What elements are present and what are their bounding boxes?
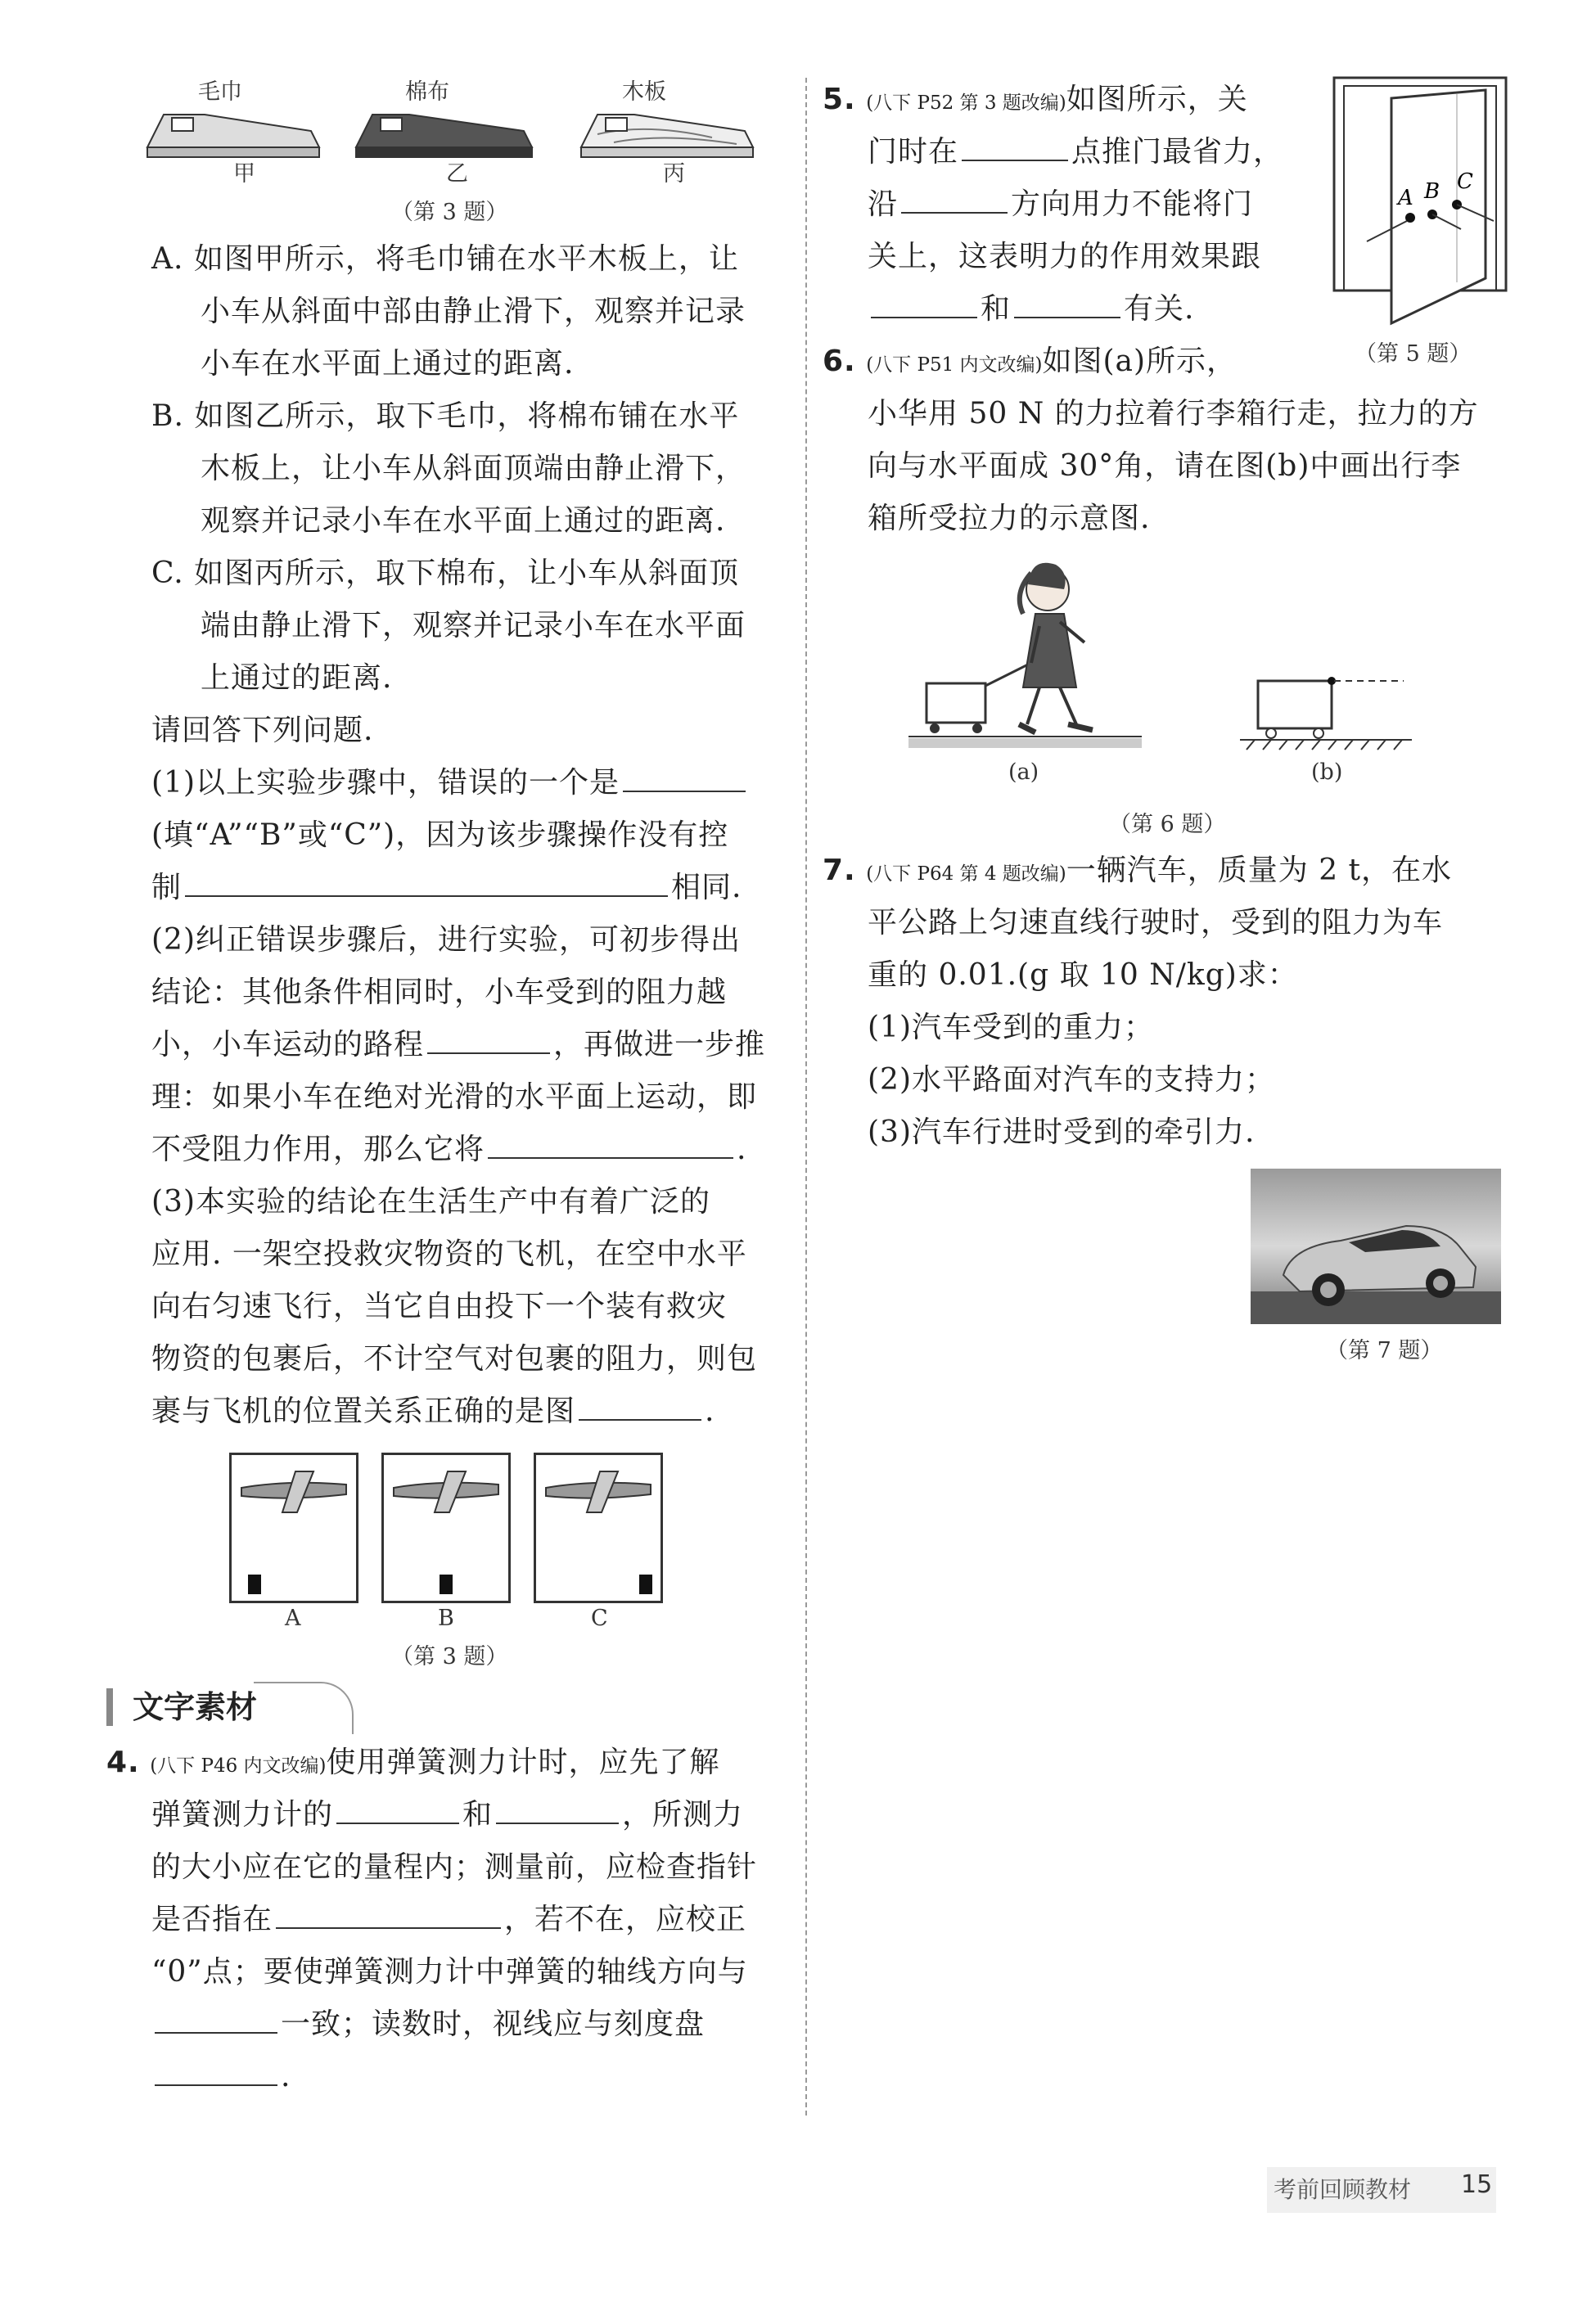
answer-blank[interactable] xyxy=(276,1895,501,1929)
q4-number: 4. xyxy=(106,1746,140,1779)
q3-a-line2: 小车从斜面中部由静止滑下，观察并记录 xyxy=(201,295,746,328)
answer-blank[interactable] xyxy=(336,1790,459,1824)
car-photo xyxy=(1251,1169,1501,1324)
door-label-a: A xyxy=(1398,186,1413,210)
q4-text-b2: 和 xyxy=(462,1798,494,1832)
door-label-b: B xyxy=(1424,179,1440,204)
answer-blank[interactable] xyxy=(185,863,668,897)
q7-part1: (1)汽车受到的重力； xyxy=(868,1011,1154,1044)
q3-part2-text-c2: ，再做进一步推 xyxy=(553,1028,766,1061)
q6-line1 xyxy=(823,336,1237,391)
section-arc xyxy=(254,1682,354,1734)
q3-c-line1: C. 如图丙所示，取下棉布，让小车从斜面顶 xyxy=(151,556,740,590)
answer-blank[interactable] xyxy=(488,1124,733,1159)
fig6-sub-b: (b) xyxy=(1311,759,1343,785)
q3-part3-line4: 物资的包裹后，不计空气对包裹的阻力，则包 xyxy=(151,1342,758,1376)
q5-text-c1: 沿 xyxy=(868,187,899,221)
label-towel: 毛巾 xyxy=(198,79,242,105)
q4-line5: “0”点；要使弹簧测力计中弹簧的轴线方向与 xyxy=(151,1955,748,1989)
plane-option-b xyxy=(381,1453,511,1603)
label-yi: 乙 xyxy=(446,161,468,187)
option-label-b: B xyxy=(438,1606,454,1631)
q6-number: 6. xyxy=(823,345,856,378)
answer-blank[interactable] xyxy=(579,1386,701,1421)
answer-blank[interactable] xyxy=(155,1999,277,2034)
answer-blank[interactable] xyxy=(962,127,1068,161)
plane-option-c xyxy=(534,1453,663,1603)
plane-icon xyxy=(536,1455,660,1601)
q3-prompt: 请回答下列问题. xyxy=(151,714,374,747)
label-jia: 甲 xyxy=(233,161,255,187)
answer-blank[interactable] xyxy=(1014,284,1120,318)
q5-line2 xyxy=(868,126,1283,178)
q3-a-line1: A. 如图甲所示，将毛巾铺在水平木板上，让 xyxy=(151,242,739,276)
q4-line2 xyxy=(151,1789,743,1841)
door-label-c: C xyxy=(1457,169,1473,194)
q4-source: (八下 P46 内文改编) xyxy=(150,1755,327,1777)
q7-line3: 重的 0.01.(g 取 10 N/kg)求： xyxy=(868,958,1298,992)
q4-text-g2: . xyxy=(281,2060,291,2093)
q3-a-line3: 小车在水平面上通过的距离. xyxy=(201,347,575,381)
plane-icon xyxy=(232,1455,356,1601)
ramps-drawing xyxy=(139,98,794,164)
q3-b-line1: B. 如图乙所示，取下毛巾，将棉布铺在水平 xyxy=(151,399,740,433)
fig3-top-caption: （第 3 题） xyxy=(391,200,508,225)
answer-blank[interactable] xyxy=(871,284,977,318)
q4-line3: 的大小应在它的量程内；测量前，应检查指针 xyxy=(151,1850,758,1884)
q3-b-line2: 木板上，让小车从斜面顶端由静止滑下， xyxy=(201,452,746,485)
fig6b-box-ground xyxy=(1240,671,1420,753)
q7-text-a1: 一辆汽车，质量为 2 t，在水 xyxy=(1066,854,1453,887)
q4-line4 xyxy=(151,1894,746,1946)
q3-part2-line5 xyxy=(151,1124,746,1176)
q3-part3-line5 xyxy=(151,1386,715,1438)
q4-line1 xyxy=(106,1737,720,1792)
q3-part3-line1: (3)本实验的结论在生活生产中有着广泛的 xyxy=(151,1185,710,1219)
option-label-a: A xyxy=(285,1606,301,1631)
q3-part1-line2: (填“A”“B”或“C”)，因为该步骤操作没有控 xyxy=(151,818,729,852)
section-bar xyxy=(106,1688,113,1726)
q3-part3-text-e1: 裹与飞机的位置关系正确的是图 xyxy=(151,1395,576,1428)
q3-part3-line2: 应用. 一架空投救灾物资的飞机，在空中水平 xyxy=(151,1237,747,1271)
q4-text-a1: 使用弹簧测力计时，应先了解 xyxy=(326,1746,720,1779)
q7-part2: (2)水平路面对汽车的支持力； xyxy=(868,1063,1275,1097)
option-label-c: C xyxy=(591,1606,608,1631)
answer-blank[interactable] xyxy=(496,1790,619,1824)
q3-part2-text-c1: 小，小车运动的路程 xyxy=(151,1028,425,1061)
q3-part1-text-c2: 相同. xyxy=(671,871,742,904)
q5-text-b2: 点推门最省力， xyxy=(1071,135,1284,169)
plane-icon xyxy=(384,1455,508,1601)
q4-text-d1: 是否指在 xyxy=(151,1903,273,1936)
q5-text-b1: 门时在 xyxy=(868,135,959,169)
q3-part1-line3 xyxy=(151,862,742,914)
q7-part3: (3)汽车行进时受到的牵引力. xyxy=(868,1115,1256,1149)
q5-line4: 关上，这表明力的作用效果跟 xyxy=(868,240,1262,273)
door-figure xyxy=(1326,74,1514,336)
q3-part2-text-e1: 不受阻力作用，那么它将 xyxy=(151,1133,485,1166)
q3-part1-line1 xyxy=(151,757,749,809)
fig3-bottom-caption: （第 3 题） xyxy=(391,1644,508,1669)
q3-part2-line4: 理：如果小车在绝对光滑的水平面上运动，即 xyxy=(151,1080,758,1114)
answer-blank[interactable] xyxy=(155,2052,277,2086)
q6-line4: 箱所受拉力的示意图. xyxy=(868,502,1151,535)
q6-source: (八下 P51 内文改编) xyxy=(866,354,1043,376)
q5-text-e2: 和 xyxy=(981,292,1012,326)
label-board: 木板 xyxy=(622,79,666,105)
q4-text-d2: ，若不在，应校正 xyxy=(504,1903,747,1936)
plane-option-a xyxy=(229,1453,358,1603)
q5-line1 xyxy=(823,74,1248,129)
section-header xyxy=(106,1682,303,1733)
fig6-caption: （第 6 题） xyxy=(1109,812,1226,837)
q6-text-a1: 如图(a)所示， xyxy=(1042,345,1238,378)
answer-blank[interactable] xyxy=(901,179,1008,214)
q3-part3-line3: 向右匀速飞行，当它自由投下一个装有救灾 xyxy=(151,1290,728,1323)
q5-source: (八下 P52 第 3 题改编) xyxy=(866,92,1066,114)
q4-text-f2: 一致；读数时，视线应与刻度盘 xyxy=(281,2007,706,2041)
fig5-caption: （第 5 题） xyxy=(1355,341,1472,367)
fig7-caption: （第 7 题） xyxy=(1326,1338,1443,1363)
q4-text-b1: 弹簧测力计的 xyxy=(151,1798,334,1832)
page-number: 15 xyxy=(1461,2170,1493,2199)
q3-part1-text-c1: 制 xyxy=(151,871,183,904)
answer-blank[interactable] xyxy=(623,758,746,792)
q5-text-a1: 如图所示，关 xyxy=(1066,83,1248,116)
q3-part2-line3 xyxy=(151,1019,765,1071)
q6-line2: 小华用 50 N 的力拉着行李箱行走，拉力的方 xyxy=(868,397,1479,430)
q7-source: (八下 P64 第 4 题改编) xyxy=(866,863,1066,885)
fig6a-girl-suitcase xyxy=(908,548,1146,753)
q3-part3-text-e2: . xyxy=(705,1395,715,1428)
section-title: 文字素材 xyxy=(133,1689,258,1725)
q3-c-line2: 端由静止滑下，观察并记录小车在水平面 xyxy=(201,609,746,642)
q5-line3 xyxy=(868,178,1253,231)
q3-b-line3: 观察并记录小车在水平面上通过的距离. xyxy=(201,504,726,538)
q7-line2: 平公路上匀速直线行驶时，受到的阻力为车 xyxy=(868,906,1444,939)
q4-text-b3: ，所测力 xyxy=(622,1798,744,1832)
q3-part1-text: (1)以上实验步骤中，错误的一个是 xyxy=(151,766,620,800)
q3-part2-text-e2: . xyxy=(737,1133,747,1166)
q5-text-c2: 方向用力不能将门 xyxy=(1011,187,1254,221)
q3-part2-line2: 结论：其他条件相同时，小车受到的阻力越 xyxy=(151,976,728,1009)
q7-number: 7. xyxy=(823,854,856,887)
footer-label: 考前回顾教材 xyxy=(1274,2176,1412,2203)
q3-part2-line1: (2)纠正错误步骤后，进行实验，可初步得出 xyxy=(151,923,741,957)
fig6-sub-a: (a) xyxy=(1008,759,1039,785)
q7-line1 xyxy=(823,845,1452,900)
answer-blank[interactable] xyxy=(427,1020,550,1054)
q5-line5 xyxy=(868,283,1194,336)
q5-number: 5. xyxy=(823,83,856,116)
q5-text-e3: 有关. xyxy=(1124,292,1195,326)
q4-line6 xyxy=(151,1998,705,2051)
q4-line7 xyxy=(151,2051,291,2103)
q3-c-line3: 上通过的距离. xyxy=(201,661,393,695)
q6-line3: 向与水平面成 30°角，请在图(b)中画出行李 xyxy=(868,449,1462,483)
column-divider xyxy=(805,78,807,2116)
label-bing: 丙 xyxy=(663,161,685,187)
label-cotton: 棉布 xyxy=(405,79,449,105)
